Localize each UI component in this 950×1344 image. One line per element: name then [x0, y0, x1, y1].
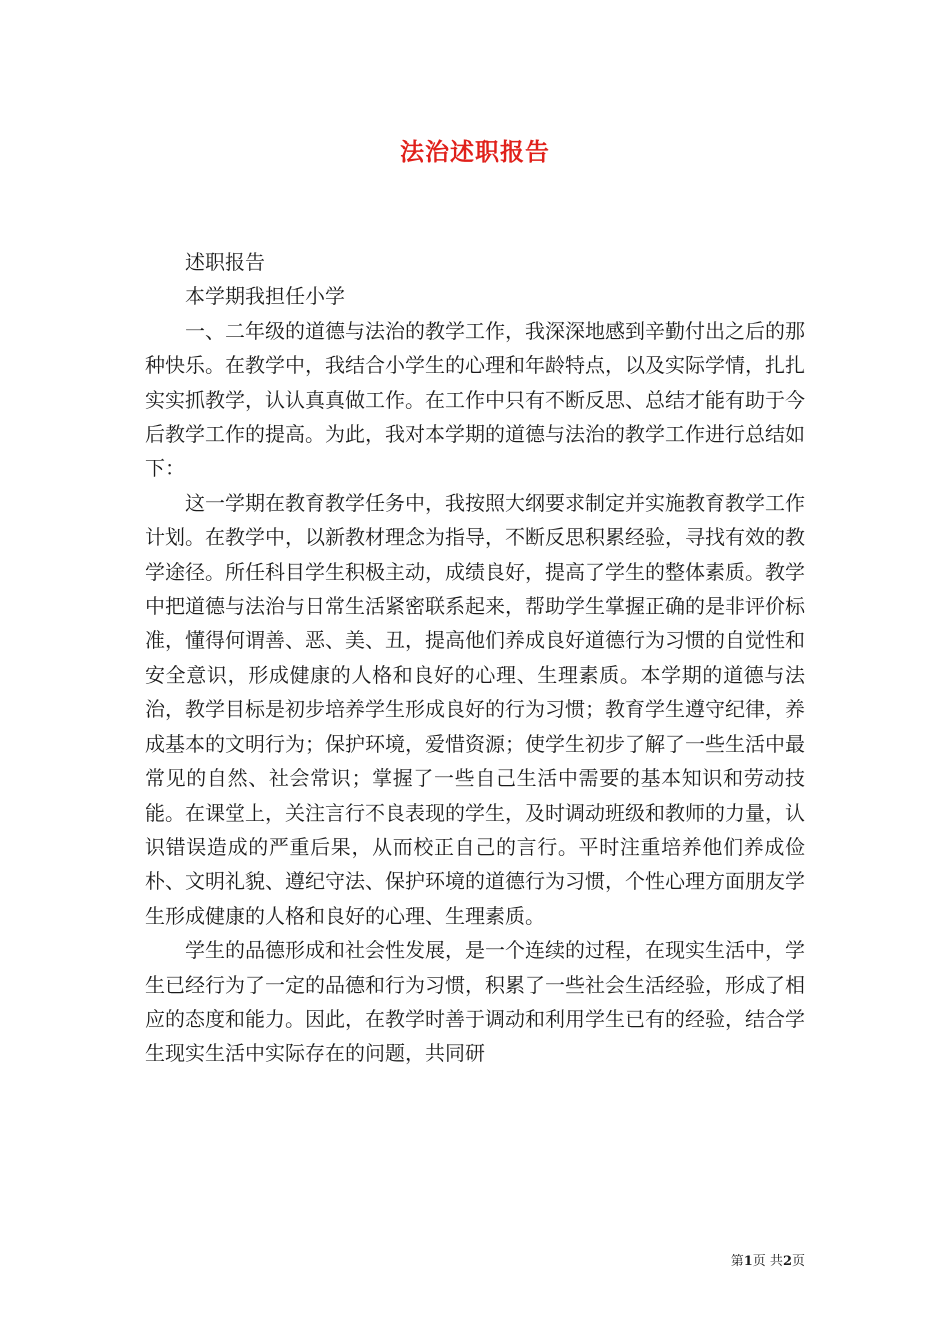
paragraph: 一、二年级的道德与法治的教学工作，我深深地感到辛勤付出之后的那种快乐。在教学中，我结合小学生的心理和年龄特点，以及实际学情，扎扎实实抓教学，认认真真做工作。在工作中只有不断反思、总结才能有助于今后教学工作的提高。为此，我对本学期的道德与法治的教学工作进行总结如下：: [145, 318, 805, 481]
footer-middle: 页 共: [752, 1254, 783, 1269]
page-number-footer: [731, 1250, 805, 1269]
paragraph: 本学期我担任小学: [185, 284, 345, 309]
footer-suffix: 页: [791, 1254, 805, 1269]
paragraph: 述职报告: [185, 250, 265, 274]
document-body: [145, 245, 805, 1071]
footer-total-pages: 2: [782, 1254, 792, 1269]
paragraph: 这一学期在教育教学任务中，我按照大纲要求制定并实施教育教学工作计划。在教学中，以新教材理念为指导，不断反思积累经验，寻找有效的教学途径。所任科目学生积极主动，成绩良好，提高了学生的整体素质。教学中把道德与法治与日常生活紧密联系起来，帮助学生掌握正确的是非评价标准，懂得何谓善、恶、美、丑，提高他们养成良好道德行为习惯的自觉性和安全意识，形成健康的人格和良好的心理、生理素质。本学期的道德与法治，教学目标是初步培养学生形成良好的行为习惯；教育学生遵守纪律，养成基本的文明行为；保护环境，爱惜资源；使学生初步了解了一些生活中最常见的自然、社会常识；掌握了一些自己生活中需要的基本知识和劳动技能。在课堂上，关注言行不良表现的学生，及时调动班级和教师的力量，认识错误造成的严重后果，从而校正自己的言行。平时注重培养他们养成俭朴、文明礼貌、遵纪守法、保护环境的道德行为习惯，个性心理方面朋友学生形成健康的人格和良好的心理、生理素质。: [145, 490, 805, 928]
paragraph: 学生的品德形成和社会性发展，是一个连续的过程，在现实生活中，学生已经行为了一定的品德和行为习惯，积累了一些社会生活经验，形成了相应的态度和能力。因此，在教学时善于调动和利用学生已有的经验，结合学生现实生活中实际存在的问题，共同研: [145, 938, 805, 1066]
document-title: 法治述职报告: [400, 137, 550, 166]
footer-current-page: 1: [743, 1254, 753, 1269]
footer-prefix: 第: [730, 1254, 744, 1269]
